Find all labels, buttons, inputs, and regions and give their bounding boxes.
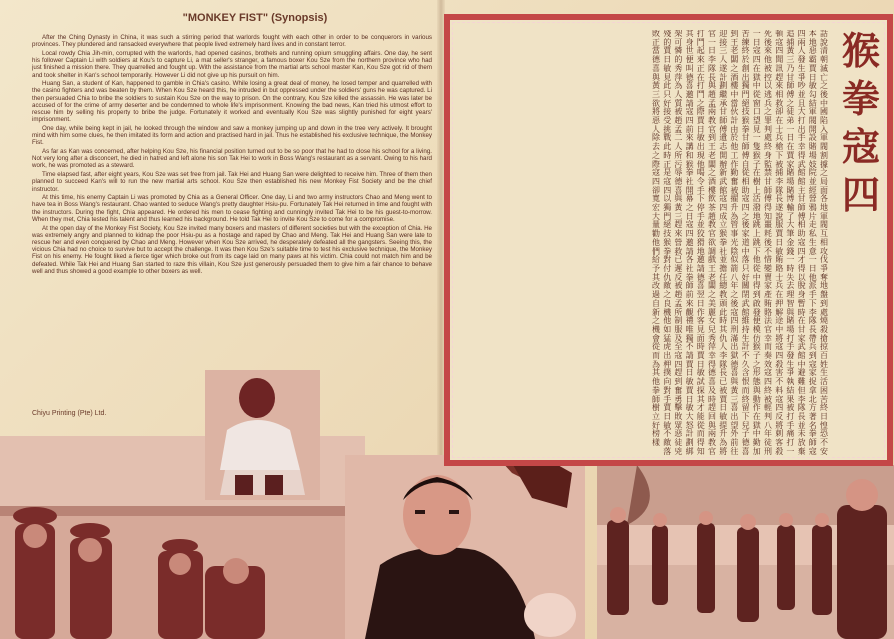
chinese-text-column: 一日寇四在獄中從窗口望見一隻猴子在樹上活潑地跳上跳下他從中得到啟發便模仿猴子之形態與動作在獄中勤加 (752, 30, 761, 456)
synopsis-paragraph: As far as Kan was concerned, after helping Kou Sze, his financial position turned out to be so poor that he had to close his school for a living. Not very long after a disconcert, he died in hatred and left alone his son Tak Hei to work in Boss Wang's restaurant as a servant. Owing to his hard work, he was promoted as a steward. (32, 148, 432, 170)
chinese-text-column: 追捕黃三乃甘師傅之徒弟一日在賈家賭場賭博輸了大筆金錢一時失去理智與賭場打手發生爭執結果被打手痛打一 (786, 30, 795, 456)
synopsis-paragraph: At the open day of the Monkey Fist Society, Kou Sze invited many boxers and masters of different societies but with the exception of Chia. He was extremely angry and planned to kidnap the poor Hsiu-pu as a hostage and raped by Chao and Meng. Tak Hei and Huang San were late to rescue her and even conquered by Chao and Meng. However when Kou Sze arrived, he desperately defeated all the gangsters. Seeing this, the vicious Chia had no choice to survive but to accept the challenge. It was then Kou Sze's suitable time to test his exclusive technique, the Monkey Fist on his enemy. He fought liked a fierce tiger which broke out from its cage laid on many paws at his victim. Chia could not match him and be defeated. While Tak Hei and Huang San started to raze this villain, Kou Sze just generously persuaded them to give him a fair chance to behave well and thus showed a good example to other boxers as well. (32, 224, 432, 275)
synopsis-paragraph: Time elapsed fast, after eight years, Kou Sze was set free from jail. Tak Hei and Huang San were delighted to receive him. Three of them then planned to succeed Kan's will to run the new martial arts school. Kou Sze then established his new Monkey Fist Society and be the chief instructor. (32, 171, 432, 193)
courtyard-crowd-photo-art (597, 465, 894, 639)
chinese-title: 猴拳寇四 (841, 31, 880, 217)
chinese-text-column: 架可憐的秀萍為人質被趙孟二人所污辱德喜與黃三趕來營救已遲反被趙孟所制服及至寇四趕到奮勇擊敗眾惡徒兇 (674, 30, 683, 456)
hooded-man-photo (205, 370, 320, 500)
chinese-text-column: 迎接三人遂計劃繼承甘師傅遺志開辦新武館寇四成立猴拳社並擔任總教頭此時其仇人李隊長已被賈日敏提升為將 (719, 30, 728, 456)
chinese-text-column: 本地惡霸賈日敏勾結軍閥開設賭場妓院並經營鴉片走私生意一日他派手下李隊長帶兵到寇家捉拿北方著名拳師寇 (808, 30, 817, 456)
chinese-text-column: 敗正當德喜與黃三欲將惡人除去之際寇四卻寬宏大量勸他們給予其改過自新之機會從而為其他拳師樹立好榜樣 (652, 30, 660, 448)
printer-credit: Chiyu Printing (Pte) Ltd. (32, 410, 107, 417)
chinese-text-column: 打鬥起來正在打鬥之際賈日敏出現他喝令手下停手並狡猾地邀請德喜翌日作客見面時賈日敏試探其才能從而得知 (696, 30, 705, 456)
chinese-text-column: 殘的賈日敏見此只好接受挑戰此時正是寇四以獨門絕技猴拳對付仇敵之良機他如猛虎出柙撲向對手賈日敏不敵落 (663, 30, 672, 456)
synopsis-paragraph: One day, while being kept in jail, he looked through the window and saw a monkey jumping up and down in the tree very actively. It brought mind with him some clues, he then imitated its form and action and practised hard in jail. Thus he established his exclusive technique, the Monkey Fist. (32, 124, 432, 147)
synopsis-paragraph: After the Ching Dynasty in China, it was such a stirring period that warlords fought with each other in order to be conquerors in various provinces. They plundered and ransacked everywhere that people lived extremely hard lives and in constant terror. (32, 34, 432, 49)
chinese-text-column: 話說清朝滅亡之後中國陷入軍閥割據之局面各地軍閥互相攻伐爭奪地盤到處燒殺搶掠百姓生活困苦終日惶恐不安 (820, 30, 828, 456)
synopsis-paragraph: Huang San, a student of Kan, happened to gamble in Chia's casino. While losing a great deal of money, he losed temper and quarrelled with the casino fighters and was beaten by them. When Kou Sze heard this, he intruded in but oppressed under the soldiers' guns he was captured. Li then persuaded Chia to bribe the soldiers to sustain Kou Sze on the way to prison. On the contrary, Kou Sze killed the assassin. He was later be accused of for the crime of army deserter and be condemned to whole life's imprisonment. Knowing the bad news, Kan tried his utmost effort to rescue him by selling his property to bribe the judge. Fortunately it worked and eventually Kou Sze was slightly punished for eight years' imprisonment. (32, 80, 432, 124)
hooded-man-photo-art (205, 370, 320, 500)
chinese-text-column: 官一日李隊長與趙孟兩教官到王老闆之酒樓飲茶趙教官欲調戲王老闆之美麗女兒秀萍幸得德喜及時趕回與兩教官 (708, 30, 716, 456)
synopsis-title: "MONKEY FIST" (Synopsis) (182, 12, 328, 24)
chinese-text-column: 苦練終於創出獨門絕技猴拳甘師傅自從相助寇四之後家道中落只好關閉武館維持生計不久含恨而終留下兒子德喜 (741, 30, 750, 456)
chinese-text-column: 頓寇四聞訊趕來相救卻在士兵槍下被捕李隊長遂說服賈日敏賄賂士兵在押解途中將寇四殺害不料寇四反將刺客殺 (775, 30, 784, 456)
chinese-text-column: 其身世便叫德喜邀請寇四前來講和猴拳社開幕之日寇四邀請各社拳師前來觀禮唯獨不請賈日敏賈日敏大怒計劃綁 (685, 30, 694, 456)
courtyard-crowd-photo (597, 465, 894, 639)
synopsis-paragraph: At this time, his enemy Captain Li was promoted by Chia as a General Officer. One day, Li and two army instructors Chao and Meng went to have tea in Boss Wang's restaurant. Chao wanted to seduce Wang's pretty daughter Hsiu-pu. Fortunately Tak Hei returned in time and fought with the instructors. During the fight, Chia appeared. He ordered his men to cease fighting and cunningly invited Tak Hei to be his guest-to-morrow. When they met, Chia tested his talent and thus learned his background. He told Tak Hei to invite Kou Sze to come for a compromise. (32, 194, 432, 223)
chinese-text-column: 四兩人發生爭吵並且大打出手幸得武館館主甘師傅相助寇四才得以脫身暫時在甘家武館中避難但李隊長並未放棄 (797, 30, 806, 456)
chinese-text-column: 死後來他被控以逃兵之罪判處終身監禁甘師傅得知噩耗後不惜變賣家產賄賂法官幸而奏效寇四終被輕判八年徒刑 (764, 30, 772, 456)
synopsis-body (32, 34, 432, 404)
synopsis-paragraph: Local rowdy Chia Jih-min, corrupted with the warlords, had opened casinos, brothels and running opium smuggling affairs. One day, he sent his follower Captain Li with soldiers at Kou's to capture Li, a mat seller's stranger, a famous boxer Kou Sze from the northern province who had just finished a mission there. They quarrelled and fought up. With the assistance from the martial arts school master Kan, Kou Sze got rid of them and took shelter in Kan's school temporarily. However Li did not give up his pursuit on him. (32, 49, 432, 79)
chinese-text-column: 到王老闆之酒樓中當伙計由於他工作勤奮被擢升為管事光陰似箭八年之後寇四刑滿出獄德喜與黃三喜出望外前往 (730, 30, 739, 456)
